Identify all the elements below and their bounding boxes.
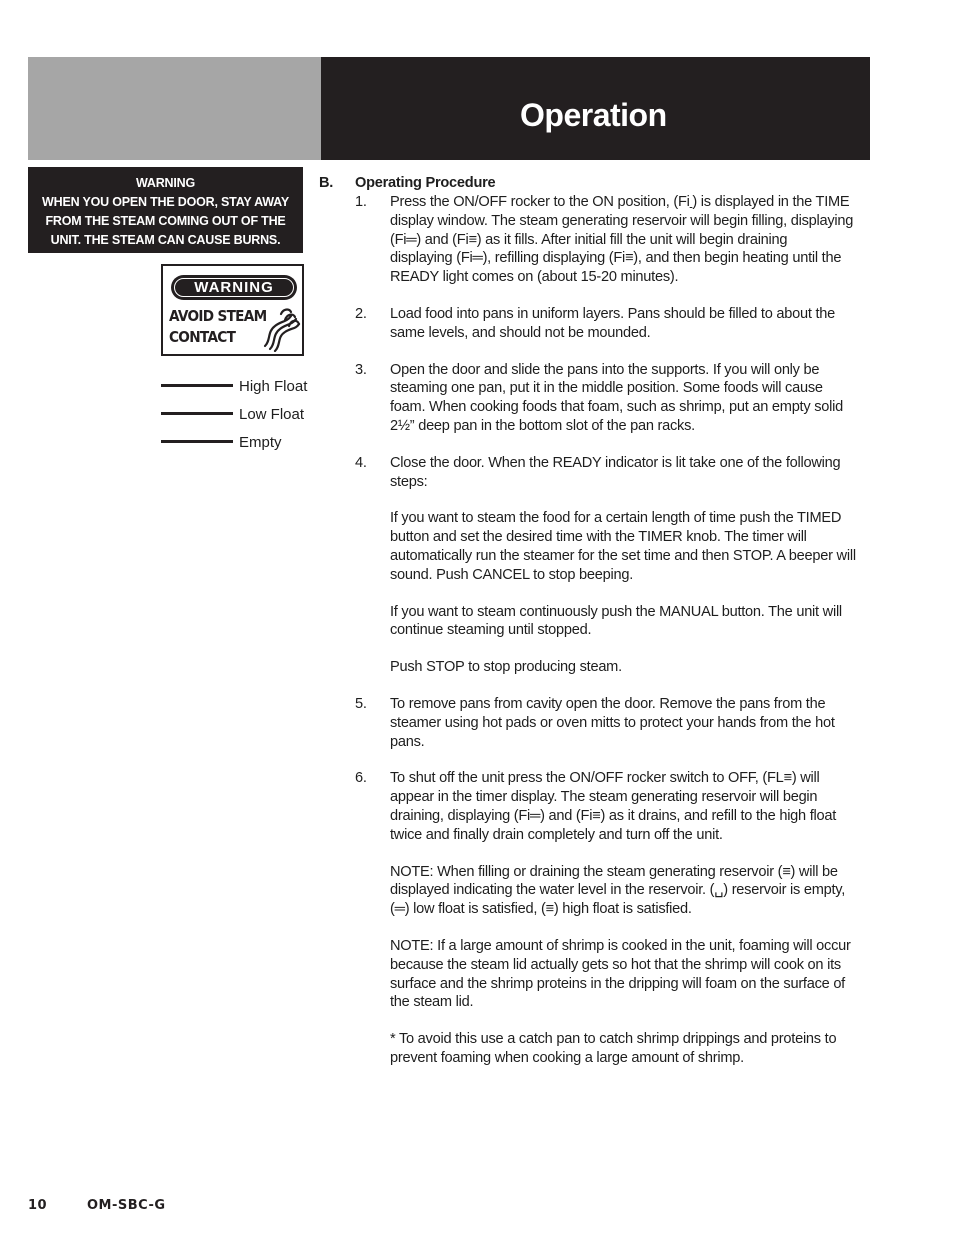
text-line: Push STOP to stop producing steam. bbox=[390, 659, 622, 676]
text-line: twice and finally drain completely and turn off the unit. bbox=[390, 826, 723, 843]
text-line: pans. bbox=[390, 733, 425, 750]
doc-code: OM-SBC-G bbox=[87, 1198, 166, 1213]
text-line: To remove pans from cavity open the door. Remove the pans from the bbox=[390, 695, 826, 712]
warning-sign-text-line: AVOID STEAM bbox=[169, 307, 267, 325]
header-title-bar bbox=[321, 57, 870, 160]
text-line: Press the ON/OFF rocker to the ON position, (Fi ) is displayed in the TIME bbox=[390, 194, 850, 210]
step-number: 2. bbox=[355, 305, 367, 322]
warning-sign-text-line: CONTACT bbox=[169, 328, 236, 346]
high-float-label: High Float bbox=[239, 378, 308, 395]
text-line: draining, displaying (Fi═) and (Fi≡) as it drains, and refill to the high float bbox=[390, 807, 837, 824]
text-line: Open the door and slide the pans into the supports. If you will only be bbox=[390, 361, 820, 378]
text-line: If you want to steam the food for a certain length of time push the TIMED bbox=[390, 510, 842, 527]
text-line: * To avoid this use a catch pan to catch shrimp drippings and proteins to bbox=[390, 1031, 837, 1048]
text-line: steamer using hot pads or oven mitts to protect your hands from the hot bbox=[390, 714, 835, 731]
steam-hand-icon bbox=[261, 306, 301, 352]
text-line: continue steaming until stopped. bbox=[390, 622, 592, 639]
warning-box bbox=[28, 167, 303, 253]
text-line: steaming one pan, put it in the middle position. Some foods will cause bbox=[390, 380, 823, 397]
high-float-line bbox=[161, 384, 233, 387]
text-line: because the steam lid actually gets so hot that the shrimp will cook on its bbox=[390, 956, 841, 973]
text-line: displaying (Fi═), refilling displaying (Fi≡), and then begin heating until the bbox=[390, 250, 842, 267]
text-line: the steam lid. bbox=[390, 994, 474, 1011]
text-line: (═) low float is satisfied, (≡) high float is satisfied. bbox=[390, 901, 692, 918]
text-line: prevent foaming when cooking a large amount of shrimp. bbox=[390, 1049, 744, 1066]
low-float-line bbox=[161, 412, 233, 415]
header-gray-block bbox=[28, 57, 321, 160]
section-letter: B. bbox=[319, 175, 334, 191]
warning-box-line: WHEN YOU OPEN THE DOOR, STAY AWAY bbox=[42, 195, 289, 209]
page-title: Operation bbox=[520, 97, 667, 133]
warning-box-line: UNIT. THE STEAM CAN CAUSE BURNS. bbox=[50, 233, 281, 247]
text-line: display window. The steam generating reservoir will begin filling, displaying bbox=[390, 212, 854, 229]
text-line: To shut off the unit press the ON/OFF rocker switch to OFF, (FL≡) will bbox=[390, 770, 820, 787]
procedure-step bbox=[319, 193, 874, 287]
procedure-step bbox=[319, 454, 874, 677]
section-title: Operating Procedure bbox=[355, 175, 496, 191]
text-line: Close the door. When the READY indicator is lit take one of the following steps: bbox=[390, 454, 841, 490]
page-number: 10 bbox=[28, 1198, 48, 1213]
text-line: NOTE: If a large amount of shrimp is cooked in the unit, foaming will occur bbox=[390, 937, 851, 954]
procedure-step bbox=[319, 695, 874, 751]
low-float-label: Low Float bbox=[239, 406, 305, 423]
warning-sign-text bbox=[169, 306, 267, 348]
text-line: button and set the desired time with the TIMER knob. The timer will bbox=[390, 529, 807, 546]
warning-sign-label: WARNING bbox=[194, 279, 274, 296]
operating-procedure-section bbox=[319, 174, 874, 1068]
text-line: NOTE: When filling or draining the steam generating reservoir (≡) will be bbox=[390, 863, 838, 880]
step-number: 3. bbox=[355, 361, 367, 378]
text-line: displayed indicating the water level in the reservoir. (␣) reservoir is empty, bbox=[390, 882, 846, 899]
text-line: Load food into pans in uniform layers. Pans should be filled to about the bbox=[390, 305, 836, 322]
text-line: same levels, and should not be mounded. bbox=[390, 324, 651, 341]
text-line: (Fi═) and (Fi≡) as it fills. After initial fill the unit will begin draining bbox=[390, 231, 788, 248]
step-number: 1. bbox=[355, 194, 367, 210]
step-number: 4. bbox=[355, 454, 367, 471]
text-line: READY light comes on (about 15-20 minutes). bbox=[390, 269, 679, 286]
text-line: surface and the shrimp proteins in the dripping will foam on the surface of bbox=[390, 975, 845, 992]
warning-sign bbox=[161, 264, 304, 356]
warning-sign-banner bbox=[171, 275, 297, 300]
step-number: 6. bbox=[355, 770, 367, 787]
text-line: sound. Push CANCEL to stop beeping. bbox=[390, 566, 634, 583]
text-line: appear in the timer display. The steam generating reservoir will begin bbox=[390, 789, 818, 806]
text-line: automatically run the steamer for the set time and then STOP. A beeper will bbox=[390, 547, 856, 564]
section-heading bbox=[319, 174, 874, 193]
text-line: If you want to steam continuously push the MANUAL button. The unit will bbox=[390, 603, 842, 620]
empty-float-line bbox=[161, 440, 233, 443]
procedure-step bbox=[319, 305, 874, 343]
text-line: foam. When cooking foods that foam, such as shrimp, put an empty solid bbox=[390, 399, 843, 416]
warning-box-line: FROM THE STEAM COMING OUT OF THE bbox=[45, 214, 286, 228]
text-line: 2½” deep pan in the bottom slot of the pan racks. bbox=[390, 417, 695, 434]
procedure-step bbox=[319, 769, 874, 1067]
step-number: 5. bbox=[355, 695, 367, 712]
warning-box-line: WARNING bbox=[135, 176, 195, 190]
procedure-step bbox=[319, 361, 874, 436]
empty-label: Empty bbox=[239, 434, 282, 451]
procedure-steps bbox=[319, 193, 874, 1068]
